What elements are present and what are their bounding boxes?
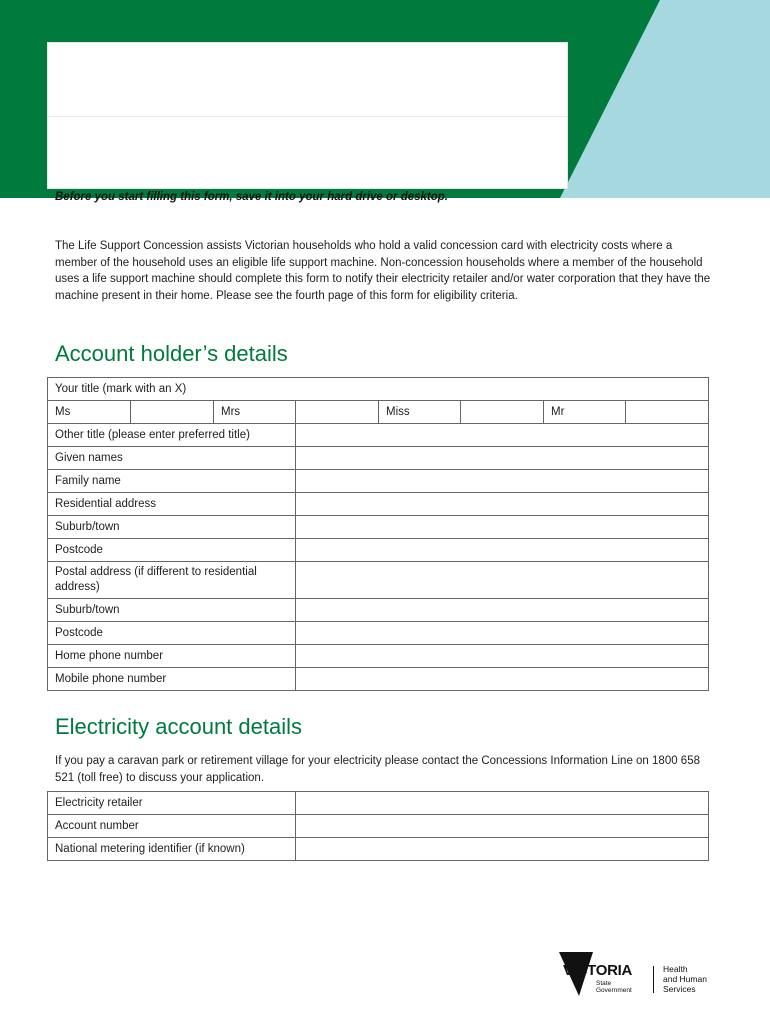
title-prompt-label: Your title (mark with an X) (48, 378, 709, 401)
department-line-1: Health (663, 964, 688, 974)
form-title-line-1 (48, 43, 567, 117)
home-phone-label: Home phone number (48, 645, 296, 668)
title-ms-checkbox[interactable] (131, 401, 214, 424)
nmi-label: National metering identifier (if known) (48, 838, 296, 861)
mobile-phone-label: Mobile phone number (48, 668, 296, 691)
logo-divider (653, 966, 654, 993)
logo-subtitle (596, 980, 632, 994)
title-mr-checkbox[interactable] (626, 401, 709, 424)
form-title-box (47, 42, 568, 189)
account-holder-table (47, 377, 709, 691)
nmi-input[interactable] (296, 838, 709, 861)
account-holder-heading: Account holder’s details (55, 341, 288, 366)
electricity-account-table (47, 791, 709, 861)
title-miss-checkbox[interactable] (461, 401, 544, 424)
form-row (48, 792, 709, 815)
postal-address-label: Postal address (if different to residential address) (48, 562, 296, 599)
postal-postcode-input[interactable] (296, 622, 709, 645)
suburb-town-input[interactable] (296, 516, 709, 539)
logo-wordmark: VICTORIA (563, 962, 632, 979)
form-row (48, 838, 709, 861)
title-option-miss: Miss (379, 401, 461, 424)
other-title-label: Other title (please enter preferred title) (48, 424, 296, 447)
title-options-row (48, 401, 709, 424)
other-title-input[interactable] (296, 424, 709, 447)
form-row (48, 815, 709, 838)
electricity-info-text: If you pay a caravan park or retirement village for your electricity please contact the Concessions Information Line on 1800 658 521 (toll free) to discuss your application. (55, 755, 700, 784)
family-name-label: Family name (48, 470, 296, 493)
form-row (48, 493, 709, 516)
logo-subtitle-line-2: Government (596, 987, 632, 994)
residential-address-input[interactable] (296, 493, 709, 516)
department-line-2: and Human (663, 974, 707, 984)
postal-suburb-town-label: Suburb/town (48, 599, 296, 622)
logo-subtitle-line-1: State (596, 980, 612, 987)
postcode-input[interactable] (296, 539, 709, 562)
form-row (48, 622, 709, 645)
title-prompt-row (48, 378, 709, 401)
form-row (48, 562, 709, 599)
title-option-mr: Mr (544, 401, 626, 424)
account-number-label: Account number (48, 815, 296, 838)
mobile-phone-input[interactable] (296, 668, 709, 691)
intro-paragraph: The Life Support Concession assists Victorian households who hold a valid concession card with electricity costs where a member of the household uses an eligible life support machine. Non-concession households where a member of the household uses a life support machine should complete this form to notify their electricity retailer and/or water corporation that they have the machine present in their home. Please see the fourth page of this form for eligibility criteria. (55, 240, 711, 302)
save-notice: Before you start filling this form, save it into your hard drive or desktop. (55, 191, 448, 203)
form-row (48, 516, 709, 539)
account-number-input[interactable] (296, 815, 709, 838)
form-row (48, 470, 709, 493)
family-name-input[interactable] (296, 470, 709, 493)
form-row (48, 424, 709, 447)
victoria-government-logo (557, 950, 727, 1000)
suburb-town-label: Suburb/town (48, 516, 296, 539)
residential-address-label: Residential address (48, 493, 296, 516)
postal-postcode-label: Postcode (48, 622, 296, 645)
title-option-ms: Ms (48, 401, 131, 424)
form-row (48, 645, 709, 668)
postal-suburb-town-input[interactable] (296, 599, 709, 622)
form-title-line-2 (48, 117, 567, 191)
department-name (663, 964, 707, 994)
form-row (48, 539, 709, 562)
given-names-label: Given names (48, 447, 296, 470)
postal-address-input[interactable] (296, 562, 709, 599)
electricity-retailer-input[interactable] (296, 792, 709, 815)
title-mrs-checkbox[interactable] (296, 401, 379, 424)
home-phone-input[interactable] (296, 645, 709, 668)
department-line-3: Services (663, 984, 696, 994)
postcode-label: Postcode (48, 539, 296, 562)
electricity-retailer-label: Electricity retailer (48, 792, 296, 815)
title-option-mrs: Mrs (214, 401, 296, 424)
form-row (48, 599, 709, 622)
form-row (48, 668, 709, 691)
form-row (48, 447, 709, 470)
given-names-input[interactable] (296, 447, 709, 470)
electricity-account-heading: Electricity account details (55, 714, 302, 739)
